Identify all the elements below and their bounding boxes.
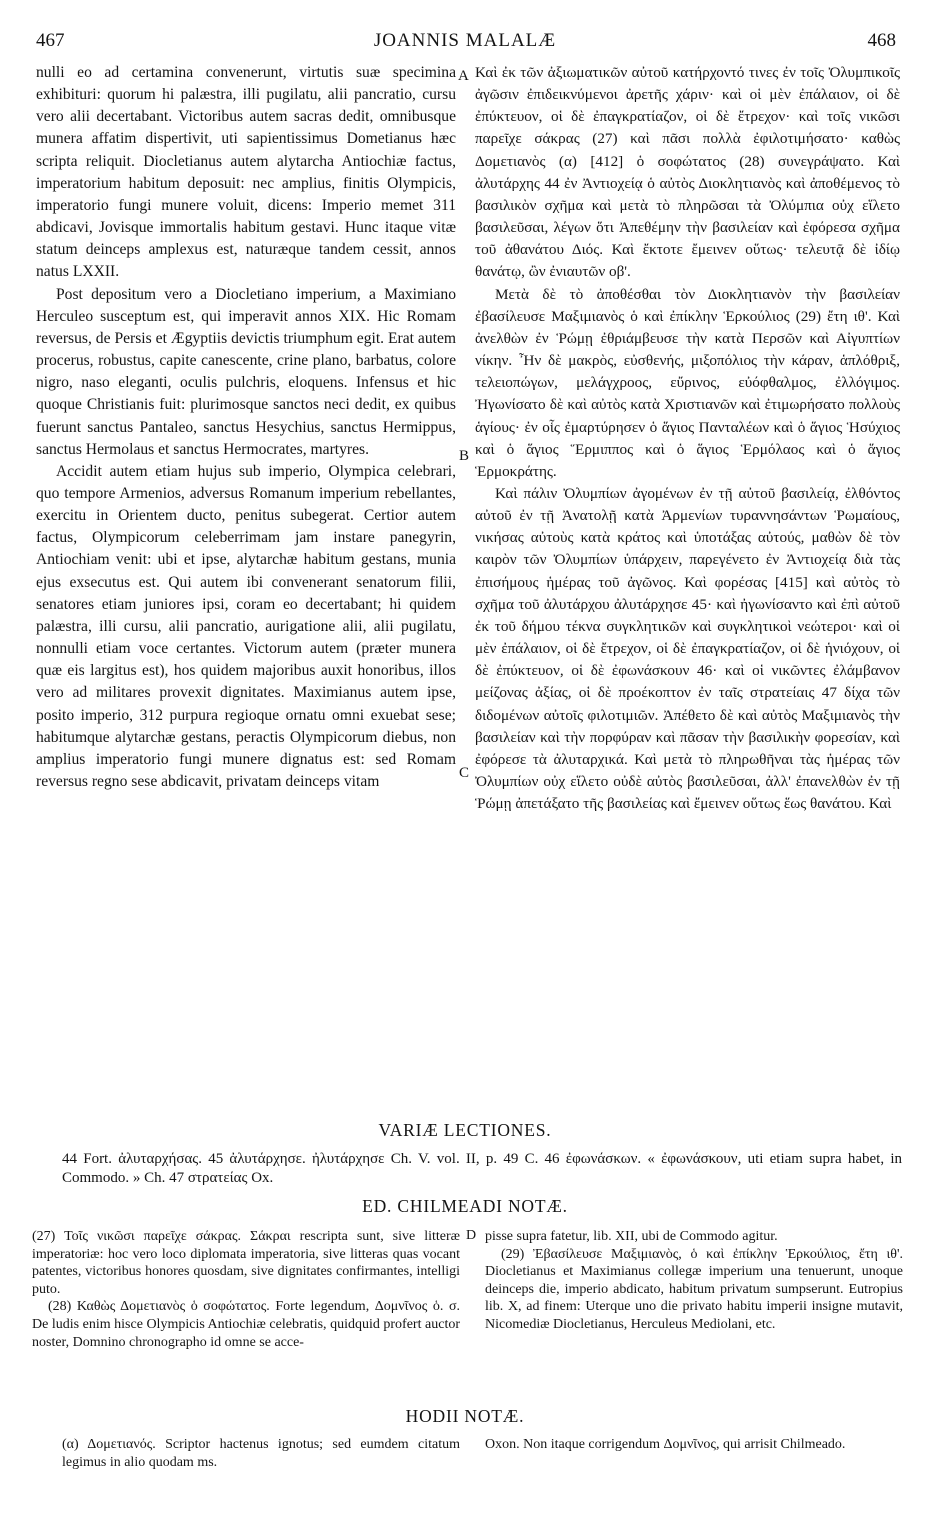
- margin-letter-b: B: [459, 448, 470, 464]
- hodii-notes-left: [62, 1436, 460, 1471]
- latin-paragraph: Accidit autem etiam hujus sub imperio, Olympica celebrari, quo tempore Armenios, adversus Romanum imperium rebellantes, exercitu in Orientem ducto, penitus subegerat. Certior autem factus, Olympicorum celeberrimam jam instare panegyrin, Antiochiam venit: ubi et ipse, alytarchæ habitum gestans, munia ejus exsecutus est. Qui autem ibi convenerant senatorum filii, senatores etiam juniores ipsi, coram eo decertabant; hi quidem palæstra, illi cursu, alii pancratio, aurigatione alii, alii pugilatu, nonnulli etiam voce certantes. Victorum autem (præter munera quæ eis largitus est), hos quidem majoribus auxit honoribus, illos vero ad militares provexit dignitates. Maximianus autem ipse, posito imperio, 312 purpura regioque ornatu omni exuebat sese; habitumque alytarchæ gestans, peractis Olympicorum diebus, non amplius imperatorio fungi munere dignatus est: sed Romam reversus regno sese abdicavit, privatam deinceps vitam: [36, 462, 456, 790]
- latin-column: [36, 62, 456, 793]
- note-paragraph: Oxon. Non itaque corrigendum Δομνῖνος, qui arrisit Chilmeado.: [485, 1437, 846, 1452]
- chilmead-notes-right: [485, 1228, 903, 1334]
- page-number-right: 468: [867, 30, 896, 51]
- margin-letter-d: D: [466, 1228, 477, 1243]
- note-paragraph: (α) Δομετιανός. Scriptor hactenus ignotus; sed eumdem citatum legimus in alio quodam ms.: [62, 1437, 460, 1470]
- latin-paragraph: Post depositum vero a Diocletiano imperium, a Maximiano Herculeo susceptum est, qui imperavit annos XIX. Hic Romam reversus, de Persis et Ægyptiis devictis triumphum egit. Erat autem procerus, robustus, capite canescente, crine plano, barbatus, colore nigro, naso eleganti, oculis pulchris, eloquens. Infensus et hic quoque Christianis fuit: plurimosque sanctos neci dedit, ex quibus fuerunt sanctus Pantaleo, sanctus Hesychius, sanctus Hermippus, sanctus Hermolaus et sanctus Hermocrates, martyres.: [36, 285, 456, 458]
- note-paragraph: (28) Καθὼς Δομετιανὸς ὁ σοφώτατος. Forte legendum, Δομνῖνος ὁ. σ. De ludis enim hisce Olympicis Antiochiæ celebratis, quidquid profert auctor noster, Domnino chronographo id omne se acce-: [32, 1299, 460, 1350]
- note-paragraph: (29) Ἐβασίλευσε Μαξιμιανὸς, ὁ καὶ ἐπίκλην Ἑρκούλιος, ἔτη ιθ'. Diocletianus et Maximianus collegæ imperium una tenuerunt, unoque deinceps die, imperio abdicato, habitum privatum sumpserunt. Eutropius lib. X, ad finem: Uterque uno die privato habitu imperii insigne mutavit, Nicomediæ Diocletianus, Herculeus Mediolani, etc.: [485, 1246, 903, 1332]
- note-paragraph: pisse supra fatetur, lib. XII, ubi de Commodo agitur.: [485, 1229, 778, 1244]
- hodii-heading: HODII NOTÆ.: [405, 1406, 525, 1426]
- running-header: [28, 30, 902, 60]
- margin-letter-a: A: [458, 68, 469, 84]
- greek-paragraph: Καὶ πάλιν Ὀλυμπίων ἀγομένων ἐν τῇ αὐτοῦ βασιλείᾳ, ἐλθόντος αὐτοῦ ἐν τῇ Ἀνατολῇ κατὰ Ἀρμενίων τυραννησάντων Ῥωμαίους, νικήσας αὐτοὺς κατὰ κράτος καὶ ὑποτάξας αὐτούς, μαθὼν δὲ τὸν καιρὸν τῶν Ὀλυμπίων ὑπάρχειν, παρεγένετο ἐν Ἀντιοχείᾳ διὰ τὰς ἐπισήμους ἡμέρας τοῦ ἀγῶνος. Καὶ φορέσας [415] καὶ αὐτὸς τὸ σχῆμα τοῦ ἀλυτάρχου ἀλυτάρχησε 45· καὶ ἠγωνίσαντο καὶ ἐπὶ αὐτοῦ ἐκ τοῦ δήμου τέκνα συγκλητικῶν καὶ συγκλητικοὶ νεώτεροι· καὶ οἱ μὲν ἐπάλαιον, οἱ δὲ ἔτρεχον, οἱ δὲ ἐπαγκρατίαζον, οἱ δὲ ἡνιόχουν, οἱ δὲ ἐπύκτευον, οἱ δὲ ἐφωνάσκουν 46· καὶ οἱ νικῶντες ἐλάμβανον μείζονας ἀξίας, οἱ δὲ προέκοπτον ἐν ταῖς στρατείαις 47 δίχα τῶν διδομένων αὐτοῖς φιλοτιμιῶν. Ἀπέθετο δὲ καὶ αὐτὸς Μαξιμιανὸς τὴν βασιλείαν καὶ τὴν πορφύραν καὶ πᾶσαν τὴν βασιλικὴν φορεσίαν, καὶ ἐφόρεσε τὰ ἀλυταρχικά. Καὶ μετὰ τὸ πληρωθῆναι τὰς ἡμέρας τῶν Ὀλυμπίων οὐχ εἵλετο οὐδὲ αὐτὸς βασιλεῦσαι, ἀλλ' ἐπανελθὼν ἐν τῇ Ῥώμῃ ἀπετάξατο τῆς βασιλείας καὶ ἔμεινεν οὕτως ἕως θανάτου. Καὶ: [475, 484, 900, 813]
- variae-lectiones-text: 44 Fort. ἀλυταρχήσας. 45 ἀλυτάρχησε. ἠλυτάρχησε Ch. V. vol. II, p. 49 C. 46 ἐφωνάσκων. « ἐφωνάσκουν, uti etiam supra habet, in Commodo. » Ch. 47 στρατείας Ox.: [62, 1151, 902, 1186]
- variae-heading: VARIÆ LECTIONES.: [378, 1120, 552, 1140]
- latin-paragraph: nulli eo ad certamina convenerunt, virtutis suæ specimina exhibituri: quorum hi palæstra, illi pugilatu, alii pancratio, cursu vero alii decertabant. Victoribus autem sacras dedit, omnibusque munera affatim dispertivit, uti sapientissimus Dometianus hæc scripta reliquit. Diocletianus autem alytarcha Antiochiæ factus, imperatorium habitum deposuit: nec amplius, finitis Olympicis, imperatorio fungi munere voluit, dicens: Imperio memet 311 abdicavi, Jovisque immortalis habitum gestavi. Hunc itaque vitæ statum deinceps amplexus est, naturæque tandem cessit, annos natus LXXII.: [36, 64, 456, 281]
- chilmead-notes-left: [32, 1228, 460, 1351]
- greek-column: [475, 62, 900, 815]
- margin-letter-c: C: [459, 765, 470, 781]
- running-title: JOANNIS MALALÆ: [373, 30, 557, 51]
- hodii-notes-right: [485, 1436, 903, 1454]
- chilmead-heading: ED. CHILMEADI NOTÆ.: [362, 1196, 568, 1216]
- greek-paragraph: Μετὰ δὲ τὸ ἀποθέσθαι τὸν Διοκλητιανὸν τὴν βασιλείαν ἐβασίλευσε Μαξιμιανὸς ὁ καὶ ἐπίκλην Ἑρκούλιος (29) ἔτη ιθ'. Καὶ ἀνελθὼν ἐν Ῥώμῃ ἐθριάμβευσε τὴν κατὰ Περσῶν καὶ Αἰγυπτίων νίκην. Ἦν δὲ μακρὸς, εὐσθενής, μιξοπόλιος τὴν κάραν, ἁπλόθριξ, τελειοπώγων, μελάγχροος, εὔρινος, εὐόφθαλμος, ἐλλόγιμος. Ἠγωνίσατο δὲ καὶ αὐτὸς κατὰ Χριστιανῶν καὶ ἐτιμωρήσατο πολλοὺς ἁγίους· ἐν οἷς ἐμαρτύρησεν ὁ ἅγιος Πανταλέων καὶ ὁ ἅγιος Ἡσύχιος καὶ ὁ ἅγιος Ἕρμιππος καὶ ὁ ἅγιος Ἑρμόλαος καὶ ὁ ἅγιος Ἑρμοκράτης.: [475, 285, 900, 480]
- greek-paragraph: Καὶ ἐκ τῶν ἀξιωματικῶν αὐτοῦ κατήρχοντό τινες ἐν τοῖς Ὀλυμπικοῖς ἀγῶσιν ἐπιδεικνύμενοι ἀρετῆς χάριν· καὶ οἱ μὲν ἐπάλαιον, οἱ δὲ ἐπύκτευον, οἱ δὲ ἐπαγκρατίαζον, οἱ δὲ ἔτρεχον· καὶ τοῖς νικῶσι παρεῖχε σάκρας (27) καὶ πᾶσι πολλὰ ἐφιλοτιμήσατο· καθὼς Δομετιανὸς (α) [412] ὁ σοφώτατος (28) συνεγράψατο. Καὶ ἀλυτάρχης 44 ἐν Ἀντιοχείᾳ ὁ αὐτὸς Διοκλητιανὸς καὶ ἀποθέμενος τὸ βασιλικὸν σχῆμα καὶ μετὰ τὸ πληρῶσαι τὰ Ὀλύμπια οὐχ εἵλετο βασιλεῦσαι, λέγων ὅτι Ἀπεθέμην τὴν βασιλείαν καὶ ἐφόρεσα σχῆμα τοῦ ἀθανάτου Διός. Καὶ ἔκτοτε ἔμεινεν οὕτως· τελευτᾷ δὲ ἰδίῳ θανάτῳ, ὢν ἐνιαυτῶν οβ'.: [475, 64, 900, 281]
- page-number-left: 467: [36, 30, 65, 51]
- note-paragraph: (27) Τοῖς νικῶσι παρεῖχε σάκρας. Σάκραι rescripta sunt, sive litteræ imperatoriæ: hoc vero loco diplomata imperatoria, sive litteras quas vocant patentes, victoribus honores quosdam, sive dignitates confirmantes, intelligi puto.: [32, 1229, 460, 1297]
